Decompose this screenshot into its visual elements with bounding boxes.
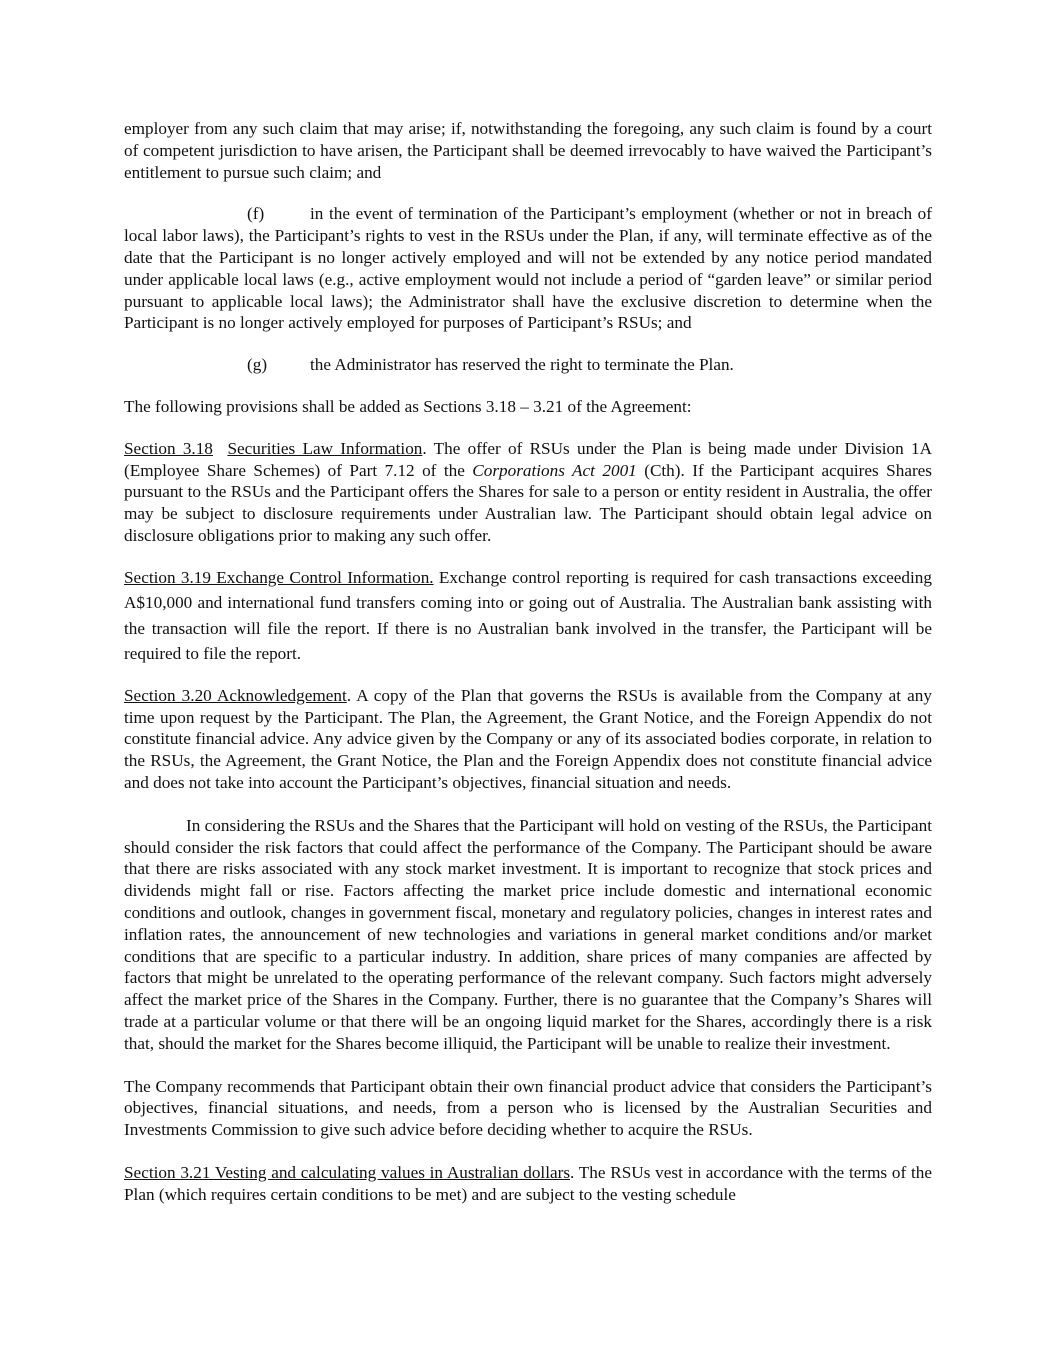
- recommendation-paragraph: The Company recommends that Participant obtain their own financial product advice that considers the Participant’s objectives, financial situations, and needs, from a person who is licensed by the Australian Securities and Investments Commission to give such advice before deciding whether to acquire the RSUs.: [124, 1076, 932, 1140]
- section-318-text-b: (Cth). If the Participant acquires Shares pursuant to the RSUs and the Participant offers the Shares for sale to a person or entity resident in Australia, the offer may be subject to disclosure requirements under Australian law. The Participant should obtain legal advice on disclosure obligations prior to making any such offer.: [124, 460, 932, 545]
- section-319-heading: Section 3.19 Exchange Control Information.: [124, 567, 434, 587]
- document-page: [124, 118, 932, 1205]
- item-f-label: (f): [247, 204, 265, 224]
- item-g-label: (g): [247, 355, 268, 375]
- continuation-paragraph: employer from any such claim that may arise; if, notwithstanding the foregoing, any such claim is found by a court of competent jurisdiction to have arisen, the Participant shall be deemed irrevocably to have waived the Participant’s entitlement to pursue such claim; and: [124, 119, 932, 182]
- section-321-paragraph: [124, 1162, 932, 1206]
- section-319-paragraph: [124, 565, 932, 667]
- intro-paragraph: The following provisions shall be added as Sections 3.18 – 3.21 of the Agreement:: [124, 396, 692, 416]
- risk-factors-paragraph: In considering the RSUs and the Shares that the Participant will hold on vesting of the RSUs, the Participant should consider the risk factors that could affect the performance of the Company. The Participant should be aware that there are risks associated with any stock market investment. It is important to recognize that stock prices and dividends might fall or rise. Factors affecting the market price include domestic and international economic conditions and outlook, changes in government fiscal, monetary and regulatory policies, changes in interest rates and inflation rates, the announcement of new technologies and variations in general market conditions and/or market conditions that are specific to a particular industry. In addition, share prices of many companies are affected by factors that might be unrelated to the operating performance of the relevant company. Such factors might adversely affect the market price of the Shares in the Company. Further, there is no guarantee that the Company’s Shares will trade at a particular volume or that there will be an ongoing liquid market for the Shares, accordingly there is a risk that, should the market for the Shares become illiquid, the Participant will be unable to realize their investment.: [124, 815, 932, 1053]
- section-320-heading: Section 3.20 Acknowledgement: [124, 685, 347, 705]
- section-320-paragraph: [124, 685, 932, 794]
- item-g-paragraph: [124, 354, 932, 376]
- section-319-text: Exchange control reporting is required for cash transactions exceeding A$10,000 and international fund transfers coming into or going out of Australia. The Australian bank assisting with the transaction will file the report. If there is no Australian bank involved in the transfer, the Participant will be required to file the report.: [124, 567, 932, 664]
- section-318-title: Securities Law Information: [227, 438, 423, 458]
- section-318-number: Section 3.18: [124, 438, 213, 458]
- section-321-heading: Section 3.21 Vesting and calculating values in Australian dollars: [124, 1162, 571, 1182]
- item-g-text: the Administrator has reserved the right to terminate the Plan.: [310, 355, 734, 375]
- item-f-paragraph: [124, 203, 932, 334]
- section-318-text-a: . The offer of RSUs under the Plan is being made under Division 1A (Employee Share Schemes) of Part 7.12 of the: [124, 438, 933, 480]
- section-318-act: Corporations Act 2001: [472, 460, 637, 480]
- section-321-text: . The RSUs vest in accordance with the terms of the Plan (which requires certain conditions to be met) and are subject to the vesting schedule: [124, 1162, 932, 1204]
- item-f-text: in the event of termination of the Participant’s employment (whether or not in breach of local labor laws), the Participant’s rights to vest in the RSUs under the Plan, if any, will terminate effective as of the date that the Participant is no longer actively employed and will not be extended by any notice period mandated under applicable local laws (e.g., active employment would not include a period of “garden leave” or similar period pursuant to applicable local laws); the Administrator shall have the exclusive discretion to determine when the Participant is no longer actively employed for purposes of Participant’s RSUs; and: [124, 204, 932, 333]
- section-318-paragraph: [124, 438, 932, 547]
- section-320-text: . A copy of the Plan that governs the RSUs is available from the Company at any time upon request by the Participant. The Plan, the Agreement, the Grant Notice, and the Foreign Appendix do not constitute financial advice. Any advice given by the Company or any of its associated bodies corporate, in relation to the RSUs, the Agreement, the Grant Notice, the Plan and the Foreign Appendix does not constitute financial advice and does not take into account the Participant’s objectives, financial situation and needs.: [124, 685, 932, 792]
